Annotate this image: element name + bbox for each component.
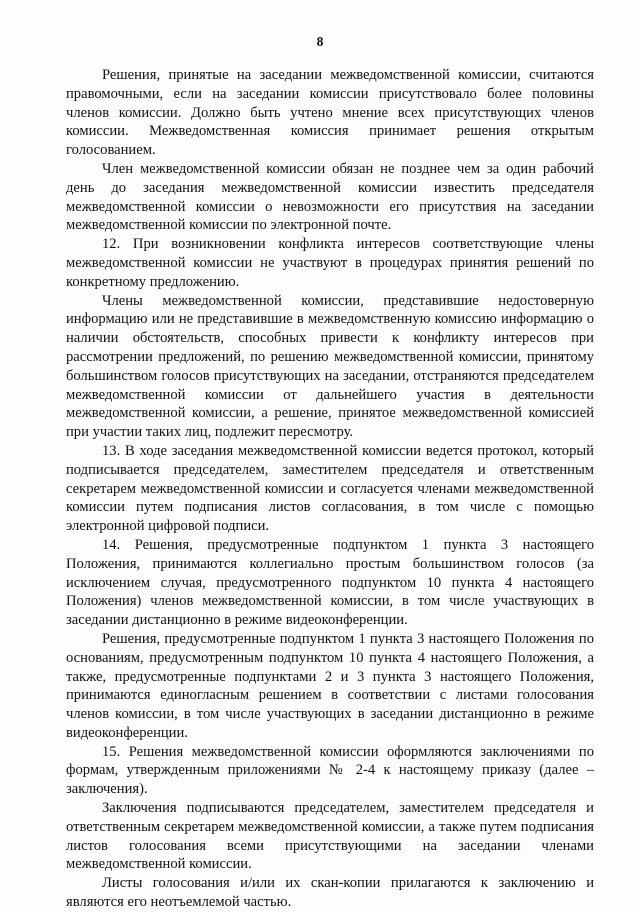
paragraph: 12. При возникновении конфликта интересов соответствующие члены межведомственной комиссии не участвуют в процедурах принятия решений по конкретному предложению. — [66, 236, 594, 290]
paragraph: Заключения подписываются председателем, заместителем председателя и ответственным секретарем межведомственной комиссии, а также путем подписания листов голосования всеми присутствующими на заседании членами межведомственной комиссии. — [66, 800, 594, 873]
paragraph: Члены межведомственной комиссии, представившие недостоверную информацию или не представившие в межведомственную комиссию информацию о наличии обстоятельств, способных привести к конфликту интересов при рассмотрении предложений, по решению межведомственной комиссии, принятому большинством голосов присутствующих на заседании, отстраняются председателем межведомственной комиссии от дальнейшего участия в деятельности межведомственной комиссии, а решение, принятое межведомственной комиссией при участии таких лиц, подлежит пересмотру. — [66, 292, 594, 441]
page-number: 8 — [316, 34, 324, 49]
paragraph: 14. Решения, предусмотренные подпунктом 1 пункта 3 настоящего Положения, принимаются коллегиально простым большинством голосов (за исключением случая, предусмотренного подпунктом 10 пункта 4 настоящего Положения) членов межведомственной комиссии, в том числе участвующих в заседании дистанционно в режиме видеоконференции. — [66, 536, 594, 629]
paragraph: Решения, предусмотренные подпунктом 1 пункта 3 настоящего Положения по основаниям, предусмотренным подпунктом 10 пункта 4 настоящего Положения, а также, предусмотренные подпунктами 2 и 3 пункта 3 настоящего Положения, принимаются единогласным решением в соответствии с листами голосования членов комиссии, в том числе участвующих в заседании дистанционно в режиме видеоконференции. — [66, 630, 594, 741]
paragraph: Листы голосования и/или их скан-копии прилагаются к заключению и являются его неотъемлемой частью. — [66, 875, 594, 911]
paragraph: 15. Решения межведомственной комиссии оформляются заключениями по формам, утвержденным приложениями № 2-4 к настоящему приказу (далее – заключения). — [66, 743, 594, 798]
paragraph: Решения, принятые на заседании межведомственной комиссии, считаются правомочными, если на заседании комиссии присутствовало более половины членов комиссии. Должно быть учтено мнение всех присутствующих членов комиссии. Межведомственная комиссия принимает решения открытым голосованием. — [66, 67, 594, 159]
paragraph: 13. В ходе заседания межведомственной комиссии ведется протокол, который подписывается председателем, заместителем председателя и ответственным секретарем межведомственной комиссии и согласуется членами межведомственной комиссии путем подписания листов согласования, в том числе с помощью электронной цифровой подписи. — [66, 442, 594, 535]
paragraph: Член межведомственной комиссии обязан не позднее чем за один рабочий день до заседания межведомственной комиссии известить председателя межведомственной комиссии о невозможности его присутствия на заседании межведомственной комиссии по электронной почте. — [66, 160, 594, 234]
document-body — [66, 66, 594, 912]
